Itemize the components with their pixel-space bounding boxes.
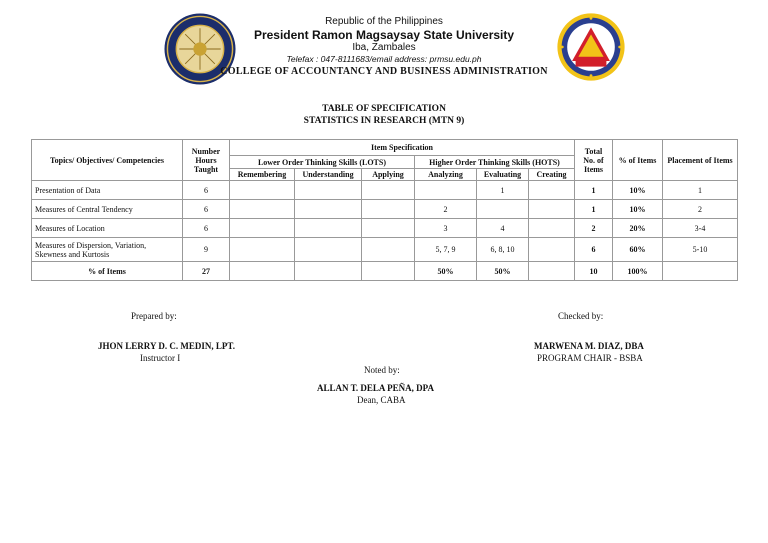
- noted-by-name: ALLAN T. DELA PEÑA, DPA: [317, 383, 435, 393]
- table-row: [32, 181, 738, 200]
- document-title: [0, 103, 768, 127]
- contact-line: Telefax : 047-8111683/email address: prmsu.edu.ph: [286, 54, 482, 64]
- footer-evaluating: 50%: [477, 262, 529, 281]
- noted-by-title: Dean, CABA: [357, 395, 406, 405]
- understanding-cell: [295, 200, 362, 219]
- checked-by-label: Checked by:: [558, 311, 604, 321]
- topic-cell: Presentation of Data: [32, 181, 183, 200]
- noted-by-label: Noted by:: [364, 365, 400, 375]
- percent-cell: 10%: [613, 200, 663, 219]
- analyzing-cell: 3: [415, 219, 477, 238]
- understanding-cell: [295, 181, 362, 200]
- title-line-2: STATISTICS IN RESEARCH (MTN 9): [303, 116, 465, 126]
- checked-by-name: MARWENA M. DIAZ, DBA: [534, 341, 644, 351]
- letterhead: [0, 16, 768, 78]
- applying-cell: [362, 238, 415, 262]
- applying-cell: [362, 219, 415, 238]
- republic-line: Republic of the Philippines: [325, 16, 443, 27]
- footer-remembering: [230, 262, 295, 281]
- header-item-spec: Item Specification: [230, 140, 575, 156]
- total-cell: 2: [575, 219, 613, 238]
- header-understanding: Understanding: [295, 169, 362, 181]
- university-name: President Ramon Magsaysay State University: [253, 28, 515, 42]
- prepared-by-label: Prepared by:: [131, 311, 177, 321]
- understanding-cell: [295, 238, 362, 262]
- checked-by-title: PROGRAM CHAIR - BSBA: [537, 353, 643, 363]
- remembering-cell: [230, 238, 295, 262]
- topic-cell: Measures of Location: [32, 219, 183, 238]
- header-evaluating: Evaluating: [477, 169, 529, 181]
- topic-cell: Measures of Dispersion, Variation, Skewness and Kurtosis: [32, 238, 183, 262]
- percent-cell: 10%: [613, 181, 663, 200]
- percent-cell: 20%: [613, 219, 663, 238]
- hours-cell: 9: [183, 238, 230, 262]
- analyzing-cell: 2: [415, 200, 477, 219]
- total-cell: 1: [575, 181, 613, 200]
- evaluating-cell: 1: [477, 181, 529, 200]
- placement-cell: 3-4: [663, 219, 738, 238]
- total-cell: 6: [575, 238, 613, 262]
- percent-cell: 60%: [613, 238, 663, 262]
- understanding-cell: [295, 219, 362, 238]
- footer-analyzing: 50%: [415, 262, 477, 281]
- remembering-cell: [230, 181, 295, 200]
- header-hots: Higher Order Thinking Skills (HOTS): [415, 156, 575, 169]
- analyzing-cell: 5, 7, 9: [415, 238, 477, 262]
- creating-cell: [529, 200, 575, 219]
- evaluating-cell: 6, 8, 10: [477, 238, 529, 262]
- hours-cell: 6: [183, 219, 230, 238]
- placement-cell: 2: [663, 200, 738, 219]
- applying-cell: [362, 200, 415, 219]
- header-total: Total No. of Items: [575, 140, 613, 181]
- header-creating: Creating: [529, 169, 575, 181]
- table-row: [32, 238, 738, 262]
- footer-hours: 27: [183, 262, 230, 281]
- prepared-by-title: Instructor I: [140, 353, 181, 363]
- table-row: [32, 219, 738, 238]
- title-line-1: TABLE OF SPECIFICATION: [322, 104, 446, 114]
- header-topics: Topics/ Objectives/ Competencies: [32, 140, 183, 181]
- header-remembering: Remembering: [230, 169, 295, 181]
- header-lots: Lower Order Thinking Skills (LOTS): [230, 156, 415, 169]
- analyzing-cell: [415, 181, 477, 200]
- creating-cell: [529, 219, 575, 238]
- evaluating-cell: [477, 200, 529, 219]
- remembering-cell: [230, 219, 295, 238]
- header-percent: % of Items: [613, 140, 663, 181]
- footer-creating: [529, 262, 575, 281]
- applying-cell: [362, 181, 415, 200]
- footer-total: 10: [575, 262, 613, 281]
- topic-cell: Measures of Central Tendency: [32, 200, 183, 219]
- creating-cell: [529, 238, 575, 262]
- footer-label: % of Items: [32, 262, 183, 281]
- footer-placement: [663, 262, 738, 281]
- header-hours: Number Hours Taught: [183, 140, 230, 181]
- hours-cell: 6: [183, 200, 230, 219]
- location-line: Iba, Zambales: [352, 42, 416, 53]
- footer-percent: 100%: [613, 262, 663, 281]
- creating-cell: [529, 181, 575, 200]
- table-footer-row: [32, 262, 738, 281]
- placement-cell: 1: [663, 181, 738, 200]
- college-name: COLLEGE OF ACCOUNTANCY AND BUSINESS ADMINISTRATION: [220, 66, 548, 77]
- footer-understanding: [295, 262, 362, 281]
- total-cell: 1: [575, 200, 613, 219]
- remembering-cell: [230, 200, 295, 219]
- prepared-by-name: JHON LERRY D. C. MEDIN, LPT.: [98, 341, 235, 351]
- placement-cell: 5-10: [663, 238, 738, 262]
- footer-applying: [362, 262, 415, 281]
- header-applying: Applying: [362, 169, 415, 181]
- specification-table: [31, 139, 738, 281]
- header-analyzing: Analyzing: [415, 169, 477, 181]
- header-placement: Placement of Items: [663, 140, 738, 181]
- table-row: [32, 200, 738, 219]
- evaluating-cell: 4: [477, 219, 529, 238]
- hours-cell: 6: [183, 181, 230, 200]
